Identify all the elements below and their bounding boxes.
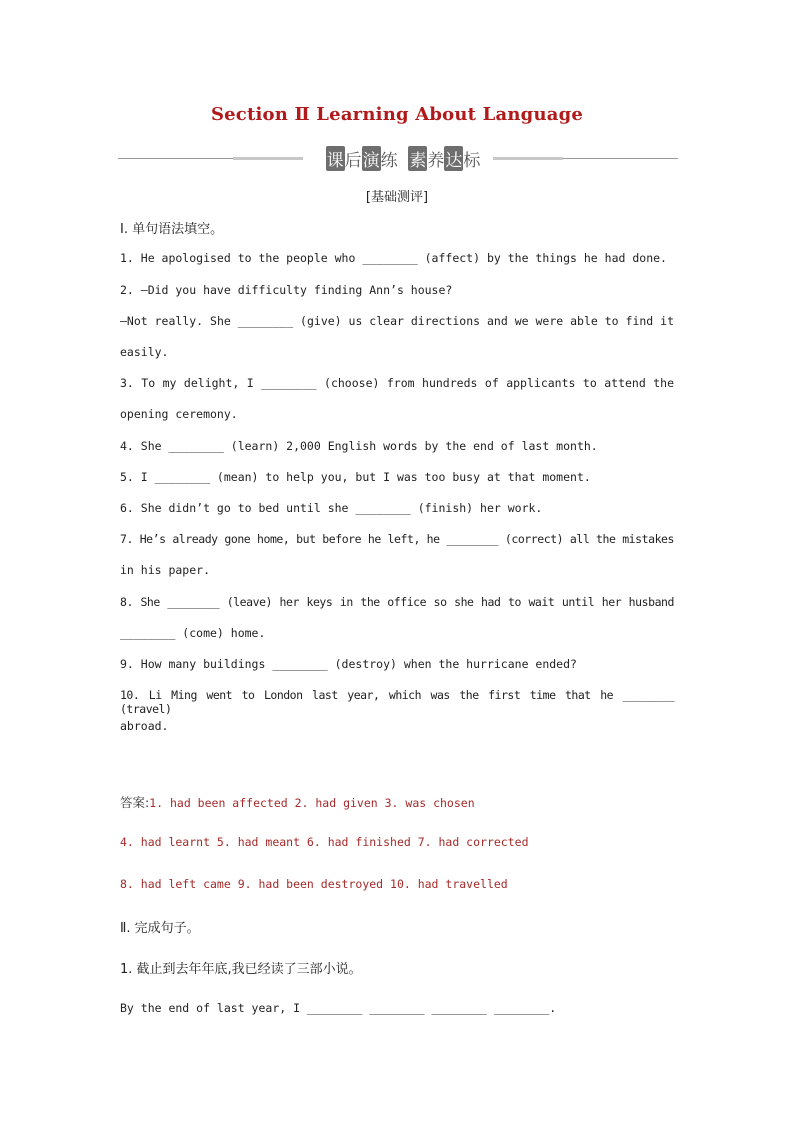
section2-question-1-en: By the end of last year, I ________ ________ ________ ________. <box>120 1001 557 1015</box>
section-banner <box>118 146 678 172</box>
section1-heading: Ⅰ. 单句语法填空。 <box>120 222 224 237</box>
banner-char: 标 <box>463 151 481 171</box>
subsection-label: [基础测评] <box>365 190 429 205</box>
question-2-line3: easily. <box>120 345 169 359</box>
answers-text: 1. had been affected 2. had given 3. was chosen <box>149 796 475 810</box>
question-3-line1: 3. To my delight, I ________ (choose) from hundreds of applicants to attend the <box>120 376 674 390</box>
question-1: 1. He apologised to the people who ________ (affect) by the things he had done. <box>120 251 667 265</box>
answers-line-2: 4. had learnt 5. had meant 6. had finished 7. had corrected <box>120 835 529 849</box>
answers-line-3: 8. had left came 9. had been destroyed 10. had travelled <box>120 877 508 891</box>
question-10-line1: 10. Li Ming went to London last year, which was the first time that he ________ (travel) <box>120 688 674 716</box>
banner-char-highlight: 素 <box>408 146 427 171</box>
banner-char: 后 <box>344 151 362 171</box>
question-8-line1: 8. She ________ (leave) her keys in the office so she had to wait until her husband <box>120 595 674 609</box>
banner-char: 养 <box>427 151 445 171</box>
question-5: 5. I ________ (mean) to help you, but I was too busy at that moment. <box>120 470 591 484</box>
section2-question-1-cn: 1. 截止到去年年底,我已经读了三部小说。 <box>120 962 362 977</box>
section2-heading: Ⅱ. 完成句子。 <box>120 921 200 936</box>
banner-left-rule <box>118 158 303 159</box>
banner-char: 练 <box>380 151 398 171</box>
banner-char-highlight: 达 <box>444 146 463 171</box>
answers-line-1 <box>120 793 475 811</box>
question-7-line2: in his paper. <box>120 563 211 577</box>
question-4: 4. She ________ (learn) 2,000 English words by the end of last month. <box>120 439 598 453</box>
question-2-line2: —Not really. She ________ (give) us clear directions and we were able to find it <box>120 314 674 328</box>
question-8-line2: ________ (come) home. <box>120 626 266 640</box>
banner-right-rule <box>493 158 678 159</box>
answers-label: 答案: <box>120 795 150 810</box>
question-3-line2: opening ceremony. <box>120 407 238 421</box>
banner-char-highlight: 课 <box>326 146 345 171</box>
banner-text <box>313 146 493 171</box>
question-2-line1: 2. —Did you have difficulty finding Ann’s house? <box>120 283 453 297</box>
banner-char-highlight: 演 <box>362 146 381 171</box>
page-title: Section Ⅱ Learning About Language <box>210 104 584 125</box>
question-6: 6. She didn’t go to bed until she ________ (finish) her work. <box>120 501 543 515</box>
question-10-line2: abroad. <box>120 719 169 733</box>
question-9: 9. How many buildings ________ (destroy) when the hurricane ended? <box>120 657 577 671</box>
question-7-line1: 7. He’s already gone home, but before he left, he ________ (correct) all the mistakes <box>120 532 674 546</box>
